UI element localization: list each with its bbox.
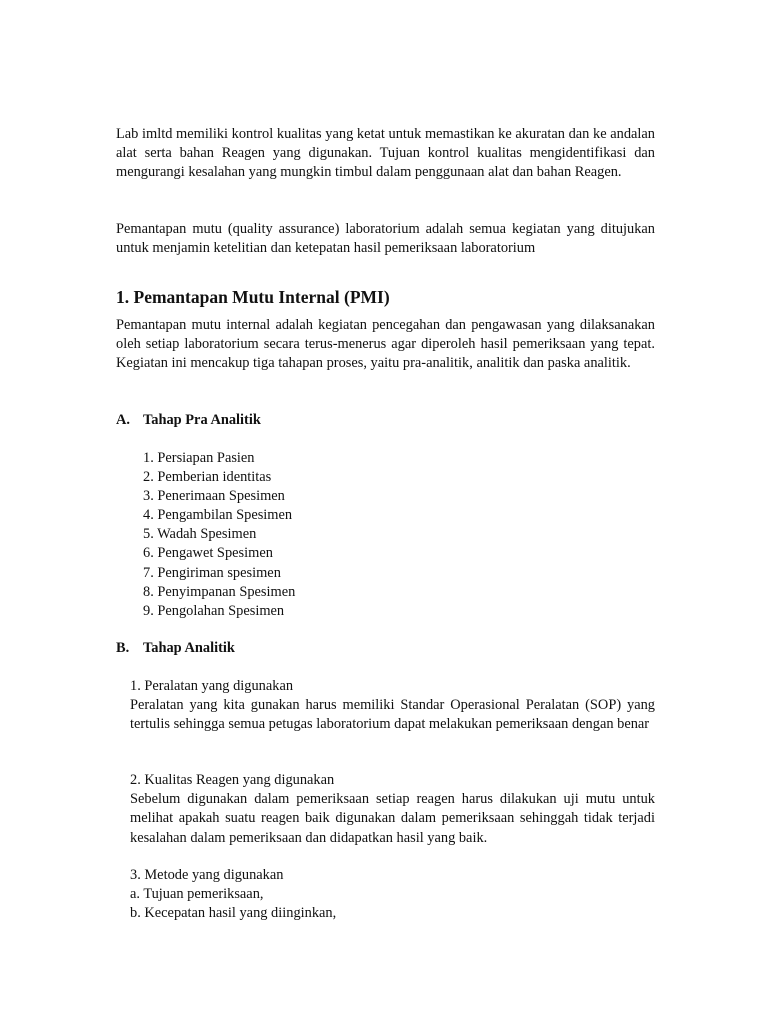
subsection-a-title: Tahap Pra Analitik [143,412,261,428]
analitik-block-metode [130,866,655,924]
subsection-b-title: Tahap Analitik [143,640,235,656]
block-title: 1. Peralatan yang digunakan [130,678,294,694]
analitik-block-peralatan [130,677,655,735]
subsection-b-heading [116,639,235,658]
list-item: 3. Penerimaan Spesimen [143,488,285,505]
block-line: b. Kecepatan hasil yang diinginkan, [130,905,337,922]
subsection-a-heading [116,411,261,430]
list-item: 6. Pengawet Spesimen [143,545,273,562]
list-item: 1. Persiapan Pasien [143,450,255,466]
intro-paragraph-1: Lab imltd memiliki kontrol kualitas yang ketat untuk memastikan ke akuratan dan ke andalan alat serta bahan Reagen yang digunakan. Tujuan kontrol kualitas mengidentifikasi dan mengurangi kesalahan yang mungkin timbul dalam penggunaan alat dan bahan Reagen. [116,126,655,181]
pra-analitik-list [143,449,295,621]
block-text: Sebelum digunakan dalam pemeriksaan setiap reagen harus dilakukan uji mutu untuk melihat apakah suatu reagen baik digunakan dalam pemeriksaan sehinggah tidak terjadi kesalahan dalam pemeriksaan dan didapatkan hasil yang baik. [130,791,655,846]
block-title: 2. Kualitas Reagen yang digunakan [130,772,335,788]
subsection-b-letter: B. [116,640,130,656]
list-item: 7. Pengiriman spesimen [143,564,281,581]
analitik-block-reagen [130,771,655,848]
list-item: 4. Pengambilan Spesimen [143,507,293,524]
subsection-a-letter: A. [116,412,130,428]
section-heading-pmi: 1. Pemantapan Mutu Internal (PMI) [116,287,390,307]
block-text: Peralatan yang kita gunakan harus memiliki Standar Operasional Peralatan (SOP) yang tertulis sehingga semua petugas laboratorium dapat melakukan pemeriksaan dengan benar [130,697,655,733]
intro-paragraph-2: Pemantapan mutu (quality assurance) laboratorium adalah semua kegiatan yang ditujukan untuk menjamin ketelitian dan ketepatan hasil pemeriksaan laboratorium [116,221,655,257]
list-item: 2. Pemberian identitas [143,469,272,486]
list-item: 9. Pengolahan Spesimen [143,602,285,619]
block-title: 3. Metode yang digunakan [130,867,284,883]
list-item: 8. Penyimpanan Spesimen [143,583,296,600]
list-item: 5. Wadah Spesimen [143,526,257,543]
block-line: a. Tujuan pemeriksaan, [130,886,264,903]
section-pmi-paragraph: Pemantapan mutu internal adalah kegiatan pencegahan dan pengawasan yang dilaksanakan oleh setiap laboratorium secara terus-menerus agar diperoleh hasil pemeriksaan yang tepat. Kegiatan ini mencakup tiga tahapan proses, yaitu pra-analitik, analitik dan paska analitik. [116,317,655,372]
